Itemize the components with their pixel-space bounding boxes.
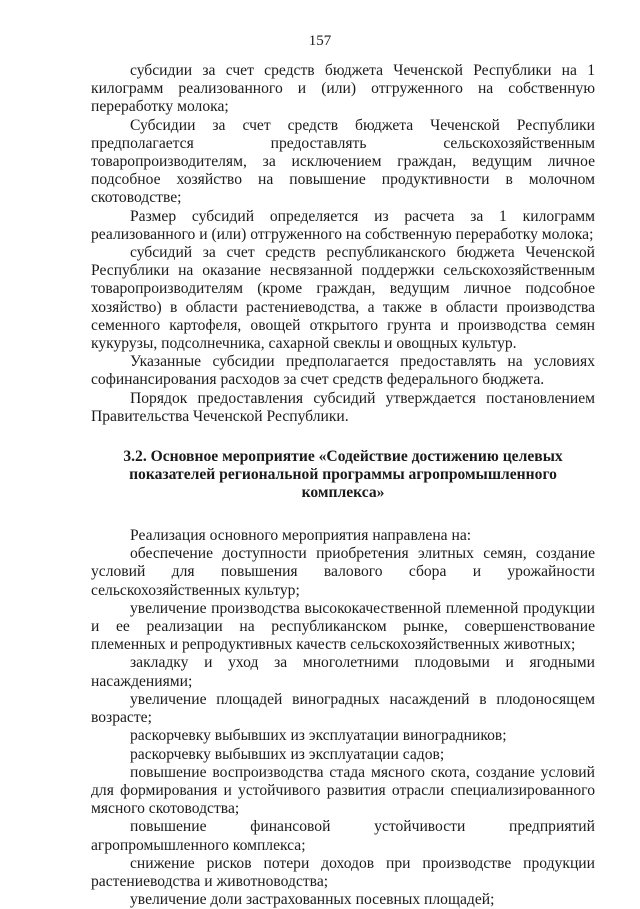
paragraph: Указанные субсидии предполагается предоставлять на условиях софинансирования расходов за счет средств федерального бюджета. xyxy=(91,353,595,389)
list-item: повышение финансовой устойчивости предприятий агропромышленного комплекса; xyxy=(91,818,595,854)
list-item: обеспечение доступности приобретения элитных семян, создание условий для повышения валового сбора и урожайности сельскохозяйственных культур; xyxy=(91,545,595,599)
section-heading xyxy=(91,448,595,502)
paragraph: Реализация основного мероприятия направлена на: xyxy=(130,527,472,545)
list-item: увеличение площадей виноградных насаждений в плодоносящем возрасте; xyxy=(91,690,595,727)
paragraph: Субсидии за счет средств бюджета Чеченской Республики предполагается предоставлять сельскохозяйственным товаропроизводителям, за исключением граждан, ведущим личное подсобное хозяйство на повышение продуктивности в молочном скотоводстве; xyxy=(91,116,595,207)
document-body xyxy=(91,62,595,909)
list-item: снижение рисков потери доходов при производстве продукции растениеводства и животноводства; xyxy=(91,854,595,890)
paragraph: Размер субсидий определяется из расчета за 1 килограмм реализованного и (или) отгруженного на собственную переработку молока; xyxy=(91,207,595,243)
list-item: раскорчевку выбывших из эксплуатации садов; xyxy=(130,745,445,763)
list-item: увеличение доли застрахованных посевных площадей; xyxy=(130,891,495,909)
section-heading-line: показателей региональной программы агропромышленного комплекса» xyxy=(129,466,557,502)
paragraph: Порядок предоставления субсидий утверждается постановлением Правительства Чеченской Республики. xyxy=(91,389,595,425)
paragraph: субсидии за счет средств бюджета Чеченской Республики на 1 килограмм реализованного и (или) отгруженного на собственную переработку молока; xyxy=(91,62,595,116)
paragraph: субсидий за счет средств республиканского бюджета Чеченской Республики на оказание несвязанной поддержки сельскохозяйственным товаропроизводителям (кроме граждан, ведущим личное подсобное хозяйство) в области растениеводства, а также в области производства семенного картофеля, овощей открытого грунта и производства семян кукурузы, подсолнечника, сахарной свеклы и овощных культур. xyxy=(91,244,595,353)
page-number: 157 xyxy=(308,33,332,49)
list-item: повышение воспроизводства стада мясного скота, создание условий для формирования и устойчивого развития отрасли специализированного мясного скотоводства; xyxy=(91,763,595,818)
list-item: увеличение производства высококачественной племенной продукции и ее реализации на республиканском рынке, совершенствование племенных и репродуктивных качеств сельскохозяйственных животных; xyxy=(91,599,595,654)
section-heading-line: 3.2. Основное мероприятие «Содействие достижению целевых xyxy=(123,448,563,466)
list-item: раскорчевку выбывших из эксплуатации виноградников; xyxy=(130,727,507,745)
list-item: закладку и уход за многолетними плодовыми и ягодными насаждениями; xyxy=(91,654,595,690)
